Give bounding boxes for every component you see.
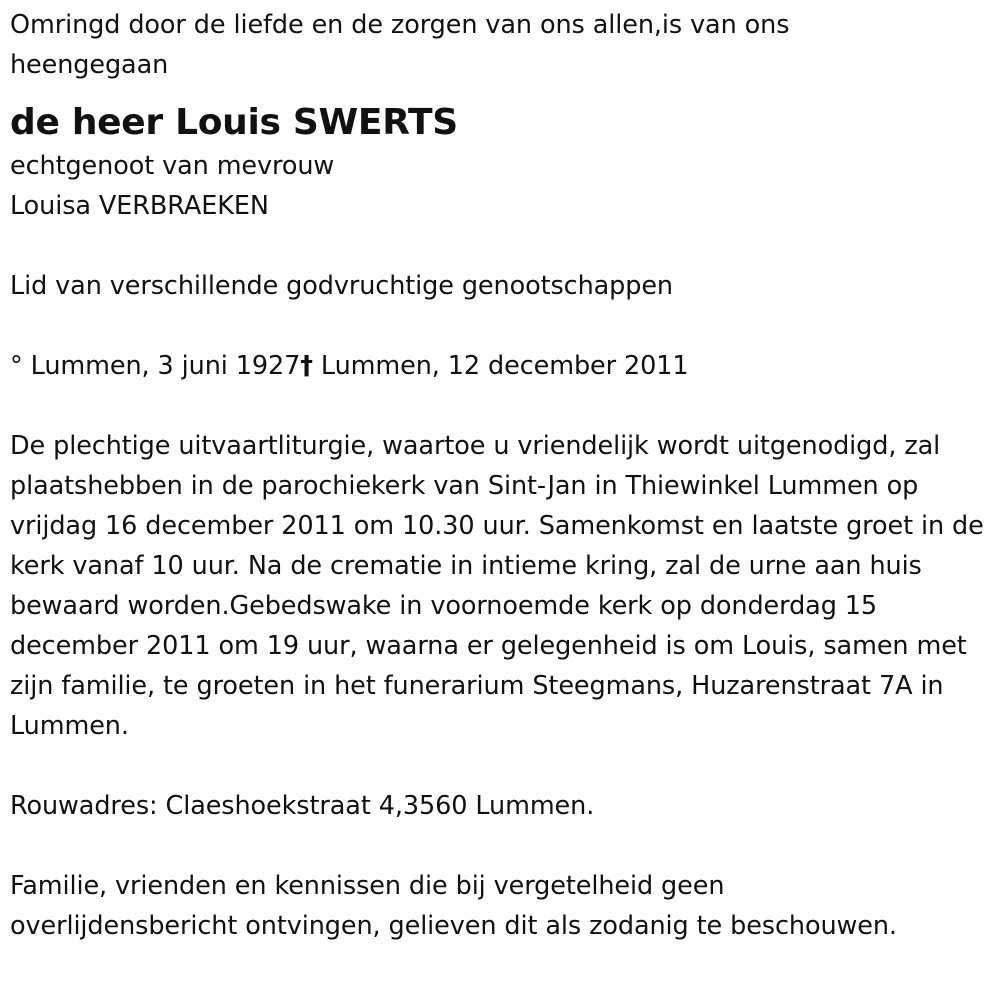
spacer [10, 386, 995, 426]
spacer [10, 306, 995, 346]
spouse-line-2: Louisa VERBRAEKEN [10, 191, 269, 221]
birth-date: Lummen, 3 juni 1927 [22, 351, 301, 381]
intro-text: Omringd door de liefde en de zorgen van ons allen,is van ons heengegaan [10, 10, 790, 80]
funeral-details: De plechtige uitvaartliturgie, waartoe u vriendelijk wordt uitgenodigd, zal plaatshebben in de parochiekerk van Sint-Jan in Thiewinkel Lummen op vrijdag 16 december 2011 om 10.30 uur. Samenkomst en laatste groet in de kerk vanaf 10 uur. Na de crematie in intieme kring, zal de urne aan huis bewaard worden.Gebedswake in voornoemde kerk op donderdag 15 december 2011 om 19 uur, waarna er gelegenheid is om Louis, samen met zijn familie, te groeten in het funerarium Steegmans, Huzarenstraat 7A in Lummen. [10, 431, 984, 741]
spacer [10, 226, 995, 266]
mourning-address: Rouwadres: Claeshoekstraat 4,3560 Lummen. [10, 791, 595, 821]
spacer [10, 746, 995, 786]
membership-text: Lid van verschillende godvruchtige genootschappen [10, 271, 673, 301]
obituary-notice [10, 5, 995, 946]
spouse-line-1: echtgenoot van mevrouw [10, 151, 335, 181]
death-date: Lummen, 12 december 2011 [312, 351, 689, 381]
birth-symbol: ° [10, 351, 23, 381]
cross-icon: † [300, 351, 313, 381]
closing-text: Familie, vrienden en kennissen die bij vergetelheid geen overlijdensbericht ontvingen, gelieven dit als zodanig te beschouwen. [10, 871, 897, 941]
life-dates [10, 346, 995, 386]
deceased-name: de heer Louis SWERTS [10, 102, 458, 143]
spacer [10, 826, 995, 866]
